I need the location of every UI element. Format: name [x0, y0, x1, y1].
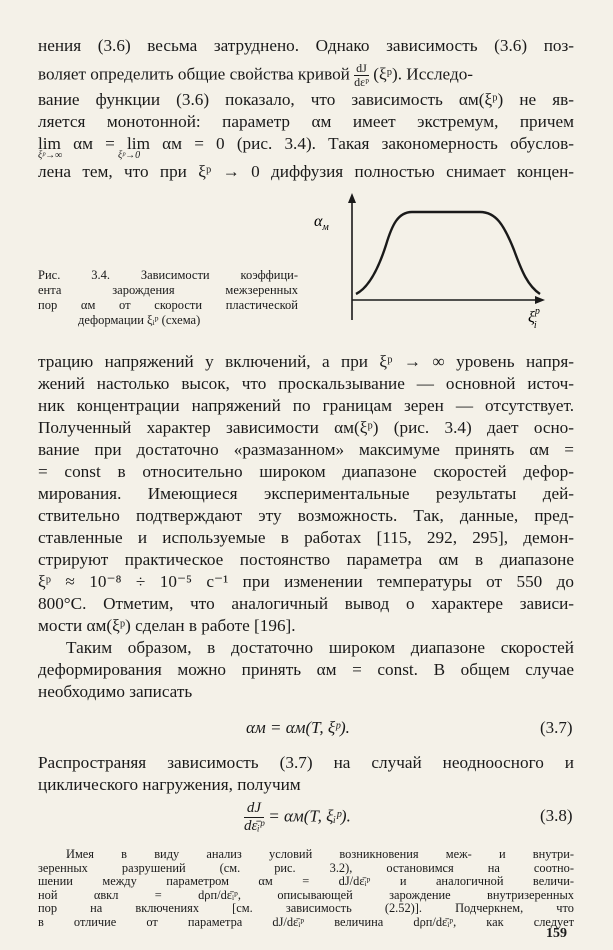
fraction-dJ-deps: $\frac{dJ}{\text{dεᵖ}}$: [354, 61, 369, 89]
text-line: трацию напряжений у включений, а при ξᵖ → ∞ уровень напря-: [38, 352, 574, 371]
text-line: Имея в виду анализ условий возникновения меж- и внутри-: [66, 847, 574, 861]
text-line: ξᵖ ≈ 10⁻⁸ ÷ 10⁻⁵ с⁻¹ при изменении температуры от 550 до: [38, 572, 574, 591]
equation-3-8: $\frac{dJ}{\text{dε̄ᵢᵖ}} = \alpha м(T$, ξᵢᵖ).: [244, 800, 351, 834]
lim-subscript: ξᵖ→0: [118, 150, 141, 161]
text-line: 800°С. Отметим, что аналогичный вывод о характере зависи-: [38, 594, 574, 613]
text-line: lim αм = lim αм = 0 (рис. 3.4). Такая закономерность обуслов-: [38, 134, 574, 153]
figure-caption-line: пор αм от скорости пластической: [38, 298, 298, 312]
text-line: зеренных разрушений (см. рис. 3.2), остановимся на соотно-: [38, 860, 574, 875]
x-axis-arrow: [535, 296, 545, 304]
fraction-dJ-deps-i: $\frac{dJ}{\text{dε̄ᵢᵖ}}$: [244, 800, 265, 834]
text-fragment: (ξᵖ). Исследо-: [373, 64, 474, 84]
equation-number: (3.8): [540, 806, 573, 825]
text-line: циклического нагружения, получим: [38, 775, 301, 794]
text-line: мости αм(ξᵖ) сделан в работе [196].: [38, 616, 296, 635]
text-line: мирования. Имеющиеся экспериментальные результаты дей-: [38, 484, 574, 503]
text-line: = const в относительно широком диапазоне скоростей дефор-: [38, 462, 574, 481]
text-line: шении между параметром αм = dJ/dε̄ᵢᵖ и аналогичной величи-: [38, 874, 574, 888]
text-line: в отличие от параметра dJ/dε̄ᵢᵖ величина dρп/dε̄ᵢᵖ, как следует: [38, 914, 574, 929]
alpha-curve: [356, 212, 540, 294]
figure-caption-line: Рис. 3.4. Зависимости коэффици-: [38, 268, 298, 282]
figure-caption-line: ента зарождения межзеренных: [38, 283, 298, 297]
text-line: ствительно подтверждают эту возможность. Так, данные, пред-: [38, 506, 574, 525]
text-line: ной αвкл = dρп/dε̄ᵢᵖ, описывающей зарождение внутризеренных: [38, 887, 574, 902]
y-axis-arrow: [348, 193, 356, 203]
y-axis-label: $\alpha_м$: [314, 213, 329, 233]
text-line: ляется монотонной: параметр αм имеет экстремум, причем: [38, 112, 574, 131]
equation-number: (3.7): [540, 718, 573, 737]
figure-3-4: [300, 190, 590, 340]
text-line: деформирования можно принять αм = const. В общем случае: [38, 660, 574, 679]
text-line: необходимо записать: [38, 682, 193, 701]
text-line: Таким образом, в достаточно широком диапазоне скоростей: [66, 638, 574, 657]
text-line: [38, 62, 574, 89]
text-line: пор на включениях [см. зависимость (2.52)]. Подчеркнем, что: [38, 901, 574, 915]
text-line: нения (3.6) весьма затруднено. Однако зависимость (3.6) поз-: [38, 36, 574, 55]
lim-subscript: ξᵖ→∞: [38, 150, 63, 161]
text-line: Распространяя зависимость (3.7) на случай неодноосного и: [38, 753, 574, 772]
equation-3-7: αм = αм(T, ξᵖ).: [246, 718, 350, 737]
text-line: ставленные и используемые в работах [115, 292, 295], демон-: [38, 528, 574, 547]
text-line: ник концентрации напряжений по границам зерен — отсутствует.: [38, 396, 574, 415]
text-line: вание функции (3.6) показало, что зависимость αм(ξᵖ) не яв-: [38, 90, 574, 109]
text-fragment: воляет определить общие свойства кривой: [38, 64, 350, 84]
text-line: Полученный характер зависимости αм(ξᵖ) (рис. 3.4) дает осно-: [38, 418, 574, 437]
text-line: жений настолько высок, что проскальзывание — основной источ-: [38, 374, 574, 393]
page-number: 159: [546, 926, 567, 941]
figure-caption-line: деформации ξᵢᵖ (схема): [78, 313, 201, 327]
x-axis-label: $\xi^p$ i: [528, 306, 540, 331]
text-line: стрируют практическое постоянство параметра αм в диапазоне: [38, 550, 574, 569]
text-line: лена тем, что при ξᵖ → 0 диффузия полностью снимает концен-: [38, 162, 574, 181]
text-line: вание при достаточно «размазанном» максимуме принять αм =: [38, 440, 574, 459]
